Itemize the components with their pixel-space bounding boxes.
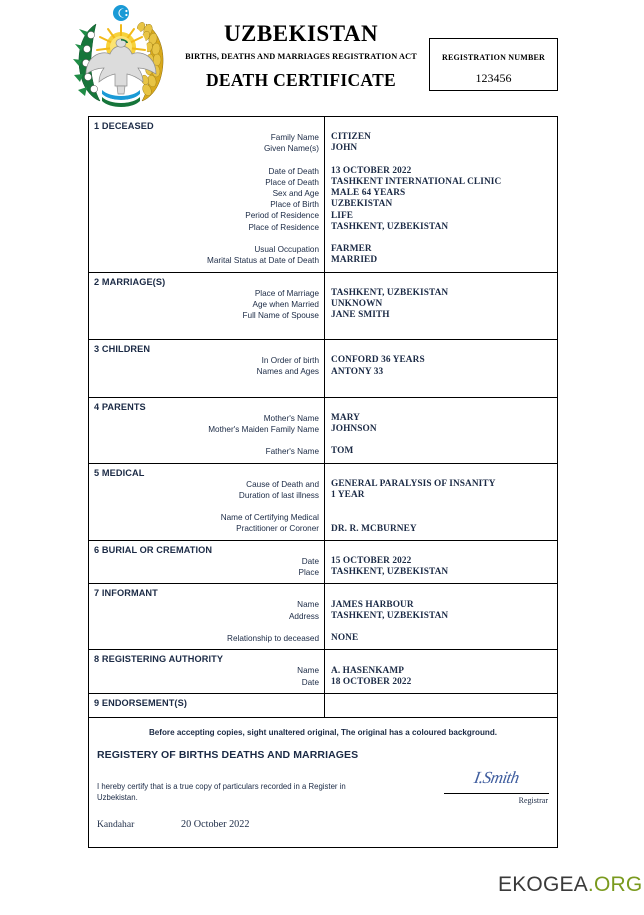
value-mothers-maiden-family-name: JOHNSON — [331, 424, 377, 434]
section-marriages-values — [325, 273, 557, 340]
section-burial-title: 6 BURIAL OR CREMATION — [94, 544, 213, 555]
label-cause-of-death: Cause of Death and — [246, 479, 319, 489]
issue-place: Kandahar — [97, 818, 135, 830]
registration-number-value: 123456 — [475, 71, 512, 85]
value-child-2: ANTONY 33 — [331, 366, 384, 377]
value-sex-and-age: MALE 64 YEARS — [331, 188, 406, 199]
value-place-of-marriage: TASHKENT, UZBEKISTAN — [331, 287, 449, 298]
section-registering-authority-values — [325, 650, 557, 693]
section-informant-title: 7 INFORMANT — [94, 588, 158, 599]
section-registering-authority-labels — [89, 650, 325, 693]
value-given-names: JOHN — [331, 143, 358, 154]
section-registering-authority — [89, 650, 557, 694]
value-place-of-death: TASHKENT INTERNATIONAL CLINIC — [331, 176, 502, 187]
value-mothers-name: MARY — [331, 412, 360, 423]
value-authority-date: 18 OCTOBER 2022 — [331, 676, 412, 687]
certification-block — [89, 718, 557, 847]
section-medical — [89, 464, 557, 541]
value-family-name: CITIZEN — [331, 132, 371, 143]
country-title: UZBEKISTAN — [223, 21, 379, 46]
value-burial-place: TASHKENT, UZBEKISTAN — [331, 567, 449, 578]
label-authority-date: Date — [301, 677, 319, 687]
value-date-of-death: 13 OCTOBER 2022 — [331, 165, 412, 176]
spacer — [331, 155, 552, 166]
value-informant-address: TASHKENT, UZBEKISTAN — [331, 610, 449, 621]
section-parents-labels — [89, 398, 325, 463]
value-child-1: CONFORD 36 YEARS — [331, 355, 425, 366]
registration-number-label: REGISTRATION NUMBER — [442, 53, 545, 62]
label-mothers-maiden-family-name: Mother's Maiden Family Name — [208, 424, 319, 434]
label-place-of-death: Place of Death — [265, 177, 319, 187]
label-place-of-marriage: Place of Marriage — [254, 288, 319, 298]
certification-line-2: Uzbekistan. — [97, 792, 138, 802]
value-place-of-residence: TASHKENT, UZBEKISTAN — [331, 221, 449, 232]
spacer — [331, 277, 552, 288]
label-place-of-birth: Place of Birth — [270, 200, 319, 210]
value-relationship-to-deceased: NONE — [331, 633, 359, 644]
label-burial-place: Place — [298, 567, 319, 577]
document-title: DEATH CERTIFICATE — [205, 70, 397, 91]
brand-tld: .ORG — [587, 873, 643, 896]
value-full-name-of-spouse: JANE SMITH — [331, 310, 390, 321]
section-medical-title: 5 MEDICAL — [94, 467, 145, 478]
spacer — [331, 402, 552, 413]
spacer — [331, 545, 552, 556]
section-endorsements-title: 9 ENDORSEMENT(S) — [94, 697, 187, 708]
section-children-values — [325, 340, 557, 396]
section-registering-authority-title: 8 REGISTERING AUTHORITY — [94, 654, 224, 665]
label-full-name-of-spouse: Full Name of Spouse — [242, 311, 319, 320]
section-burial-labels — [89, 541, 325, 584]
label-fathers-name: Father's Name — [265, 447, 319, 457]
issue-date: 20 October 2022 — [181, 818, 250, 830]
spacer — [331, 468, 552, 479]
section-marriages — [89, 273, 557, 341]
spacer — [331, 654, 552, 665]
certification-line-1: I hereby certify that is a true copy of particulars recorded in a Register in — [97, 781, 346, 791]
section-parents-values — [325, 398, 557, 463]
label-authority-name: Name — [297, 666, 319, 676]
value-marital-status: MARRIED — [331, 255, 378, 266]
certificate-header — [0, 0, 644, 112]
section-marriages-title: 2 MARRIAGE(S) — [94, 276, 166, 287]
label-relationship-to-deceased: Relationship to deceased — [227, 633, 319, 643]
section-deceased-labels — [89, 117, 325, 272]
label-informant-name: Name — [297, 600, 319, 610]
spacer — [331, 501, 552, 512]
label-marital-status: Marital Status at Date of Death — [207, 256, 319, 266]
label-certifying-practitioner-1: Name of Certifying Medical — [220, 513, 319, 523]
value-certifying-practitioner: DR. R. MCBURNEY — [331, 523, 417, 534]
section-parents-title: 4 PARENTS — [94, 401, 146, 412]
label-place-of-residence: Place of Residence — [248, 222, 319, 232]
section-deceased-values — [325, 117, 557, 272]
section-informant-values — [325, 584, 557, 649]
label-age-when-married: Age when Married — [252, 299, 319, 309]
value-age-when-married: UNKNOWN — [331, 298, 383, 309]
spacer — [331, 121, 552, 132]
label-duration-of-last-illness: Duration of last illness — [238, 490, 319, 500]
certification-statement — [89, 761, 467, 803]
spacer — [94, 622, 319, 633]
label-burial-date: Date — [301, 556, 319, 566]
value-duration-of-last-illness: 1 YEAR — [331, 489, 365, 500]
spacer — [331, 435, 552, 446]
value-burial-date: 15 OCTOBER 2022 — [331, 555, 412, 566]
registration-number-box — [429, 38, 558, 91]
section-informant-labels — [89, 584, 325, 649]
brand-name: EKOGEA — [498, 873, 588, 896]
section-parents — [89, 398, 557, 464]
label-names-and-ages: Names and Ages — [256, 367, 319, 377]
spacer — [331, 344, 552, 355]
section-burial — [89, 541, 557, 585]
spacer — [94, 233, 319, 244]
spacer — [331, 512, 552, 523]
spacer — [331, 233, 552, 244]
signature-line — [444, 793, 549, 794]
section-marriages-labels — [89, 273, 325, 340]
label-mothers-name: Mother's Name — [263, 413, 319, 423]
certificate-table — [88, 116, 558, 848]
spacer — [94, 501, 319, 512]
label-usual-occupation: Usual Occupation — [254, 245, 319, 254]
section-endorsements — [89, 694, 557, 718]
section-medical-values — [325, 464, 557, 540]
section-children-labels — [89, 340, 325, 396]
ekogea-watermark — [498, 873, 642, 897]
value-informant-name: JAMES HARBOUR — [331, 599, 414, 610]
value-usual-occupation: FARMER — [331, 244, 372, 255]
registry-heading: REGISTERY OF BIRTHS DEATHS AND MARRIAGES — [97, 748, 359, 761]
label-informant-address: Address — [288, 611, 319, 621]
label-period-of-residence: Period of Residence — [245, 211, 319, 221]
label-family-name: Family Name — [270, 133, 319, 142]
spacer — [94, 154, 319, 165]
section-burial-values — [325, 541, 557, 584]
section-endorsements-labels — [89, 694, 325, 717]
label-given-names: Given Name(s) — [263, 144, 319, 154]
value-place-of-birth: UZBEKISTAN — [331, 199, 393, 210]
value-cause-of-death: GENERAL PARALYSIS OF INSANITY — [331, 478, 496, 489]
spacer — [94, 435, 319, 446]
section-children-title: 3 CHILDREN — [94, 344, 151, 355]
value-authority-name: A. HASENKAMP — [331, 665, 404, 676]
signature-block — [444, 766, 549, 805]
spacer — [331, 622, 552, 633]
label-in-order-of-birth: In Order of birth — [261, 356, 319, 366]
label-certifying-practitioner-2: Practitioner or Coroner — [236, 524, 319, 534]
section-medical-labels — [89, 464, 325, 540]
value-period-of-residence: LIFE — [331, 210, 354, 221]
certificate-title-block — [176, 22, 426, 91]
section-children — [89, 340, 557, 397]
value-fathers-name: TOM — [331, 446, 354, 457]
registrar-role-label: Registrar — [518, 795, 548, 805]
spacer — [331, 588, 552, 599]
registrar-signature: I.Smith — [472, 767, 521, 787]
copy-notice: Before accepting copies, sight unaltered original, The original has a coloured background. — [148, 727, 498, 737]
section-deceased-title: 1 DECEASED — [94, 121, 154, 131]
section-informant — [89, 584, 557, 650]
footer-place-date-row — [89, 803, 557, 847]
uzbekistan-coat-of-arms-icon — [68, 2, 174, 108]
section-endorsements-values — [325, 694, 557, 717]
label-date-of-death: Date of Death — [268, 166, 319, 176]
label-sex-and-age: Sex and Age — [272, 189, 319, 198]
section-deceased — [89, 117, 557, 273]
act-subtitle: BIRTHS, DEATHS AND MARRIAGES REGISTRATION ACT — [185, 52, 417, 62]
